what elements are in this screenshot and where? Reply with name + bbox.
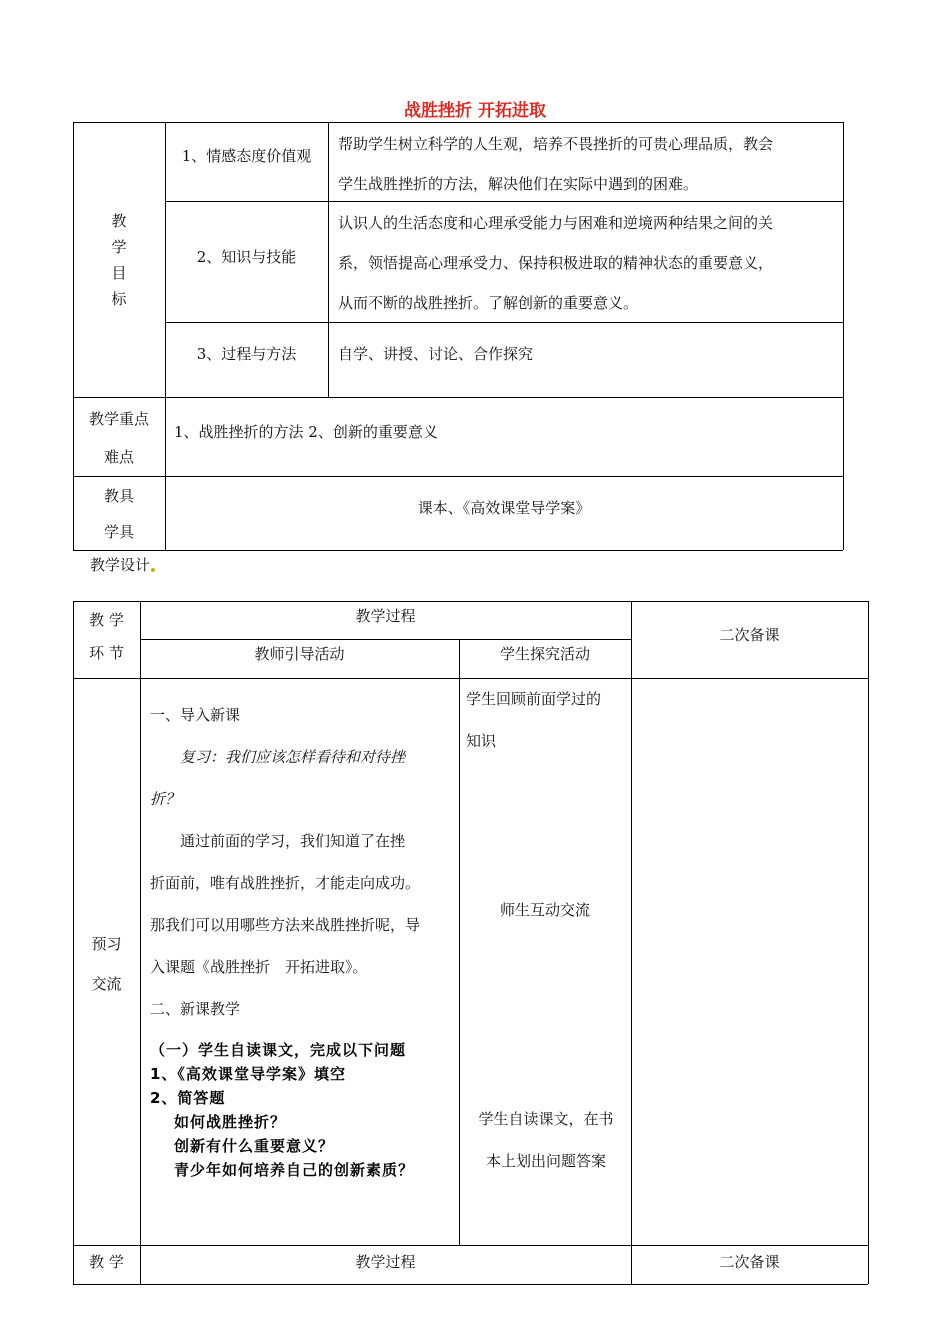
- stage-line: 预习: [91, 935, 122, 953]
- tools-header: [73, 478, 165, 550]
- objectives-header-char: 标: [111, 290, 127, 308]
- mark-dot: [151, 568, 155, 572]
- key-points-text: 1、战胜挫折的方法 2、创新的重要意义: [174, 423, 438, 441]
- handwritten-line: （一）学生自读课文，完成以下问题: [150, 1041, 407, 1059]
- objectives-header-char: 目: [111, 264, 127, 282]
- bottom-stage-header: 教 学: [89, 1253, 124, 1271]
- stage-cell: [73, 924, 140, 1004]
- teaching-design-label: [90, 554, 156, 576]
- objective-text-2: [338, 203, 838, 323]
- teacher-activity-content: [150, 694, 454, 1030]
- section-heading: 二、新课教学: [150, 1000, 241, 1018]
- bottom-process-header: 教学过程: [355, 1253, 416, 1271]
- stage-header: [73, 604, 140, 670]
- student-activity-header: 学生探究活动: [499, 645, 590, 663]
- objective-text-line: 系，领悟提高心理承受力、保持积极进取的精神状态的重要意义，: [338, 254, 774, 272]
- handwritten-line: 如何战胜挫折？: [174, 1113, 287, 1131]
- teacher-line: 那我们可以用哪些方法来战胜挫折呢，导: [150, 916, 421, 934]
- objective-text-line: 帮助学生树立科学的人生观，培养不畏挫折的可贵心理品质，教会: [338, 135, 774, 153]
- handwritten-line: 2、简答题: [150, 1089, 226, 1107]
- objectives-header-char: 教: [111, 212, 127, 230]
- teacher-line: 复习：我们应该怎样看待和对待挫: [180, 748, 406, 766]
- handwritten-line: 1、《高效课堂导学案》填空: [150, 1065, 346, 1083]
- objective-label-3: 3、过程与方法: [196, 345, 297, 363]
- teaching-design-text: 教学设计: [90, 556, 151, 574]
- teacher-line: 通过前面的学习，我们知道了在挫: [180, 832, 406, 850]
- student-activity-content: [466, 678, 626, 762]
- tools-header-line: 学具: [103, 523, 134, 541]
- teacher-line: 折面前，唯有战胜挫折，才能走向成功。: [150, 874, 421, 892]
- handwritten-line: 创新有什么重要意义？: [174, 1137, 335, 1155]
- process-header: 教学过程: [355, 607, 416, 625]
- student-activity-interaction: 师生互动交流: [499, 901, 590, 919]
- objective-text-line: 认识人的生活态度和心理承受能力与困难和逆境两种结果之间的关: [338, 214, 774, 232]
- handwritten-line: 青少年如何培养自己的创新素质？: [174, 1161, 415, 1179]
- key-points-header-line: 教学重点: [88, 410, 149, 428]
- teacher-activity-header: 教师引导活动: [254, 645, 345, 663]
- objective-label-2: 2、知识与技能: [196, 248, 297, 266]
- section-heading: 一、导入新课: [150, 706, 241, 724]
- page-title: 战胜挫折 开拓进取: [404, 101, 546, 121]
- objectives-header-char: 学: [111, 238, 127, 256]
- key-points-header-line: 难点: [103, 448, 134, 466]
- handwritten-questions: [150, 1038, 454, 1182]
- stage-header-line: 教 学: [89, 611, 124, 629]
- student-line: 学生自读课文，在书: [478, 1110, 614, 1128]
- teacher-line: 折？: [150, 790, 181, 808]
- stage-line: 交流: [91, 975, 122, 993]
- objective-text-line: 学生战胜挫折的方法，解决他们在实际中遇到的困难。: [338, 175, 699, 193]
- objectives-row-header: [73, 208, 165, 312]
- bottom-notes-header: 二次备课: [719, 1253, 780, 1271]
- tools-header-line: 教具: [103, 487, 134, 505]
- student-line: 本上划出问题答案: [485, 1152, 606, 1170]
- objective-text-line: 从而不断的战胜挫折。了解创新的重要意义。: [338, 294, 639, 312]
- teacher-line: 入课题《战胜挫折 开拓进取》。: [150, 958, 368, 976]
- student-line: 学生回顾前面学过的: [466, 690, 602, 708]
- tools-text: 课本、《高效课堂导学案》: [417, 499, 591, 517]
- student-line: 知识: [466, 732, 497, 750]
- notes-header: 二次备课: [719, 626, 780, 644]
- objective-text-line: 自学、讲授、讨论、合作探究: [338, 345, 534, 363]
- student-activity-reading: [466, 1098, 626, 1182]
- objective-text-3: [338, 343, 838, 365]
- objective-text-1: [338, 124, 838, 204]
- stage-header-line: 环 节: [89, 644, 124, 662]
- objective-label-1: 1、情感态度价值观: [181, 147, 312, 165]
- key-points-header: [73, 400, 165, 476]
